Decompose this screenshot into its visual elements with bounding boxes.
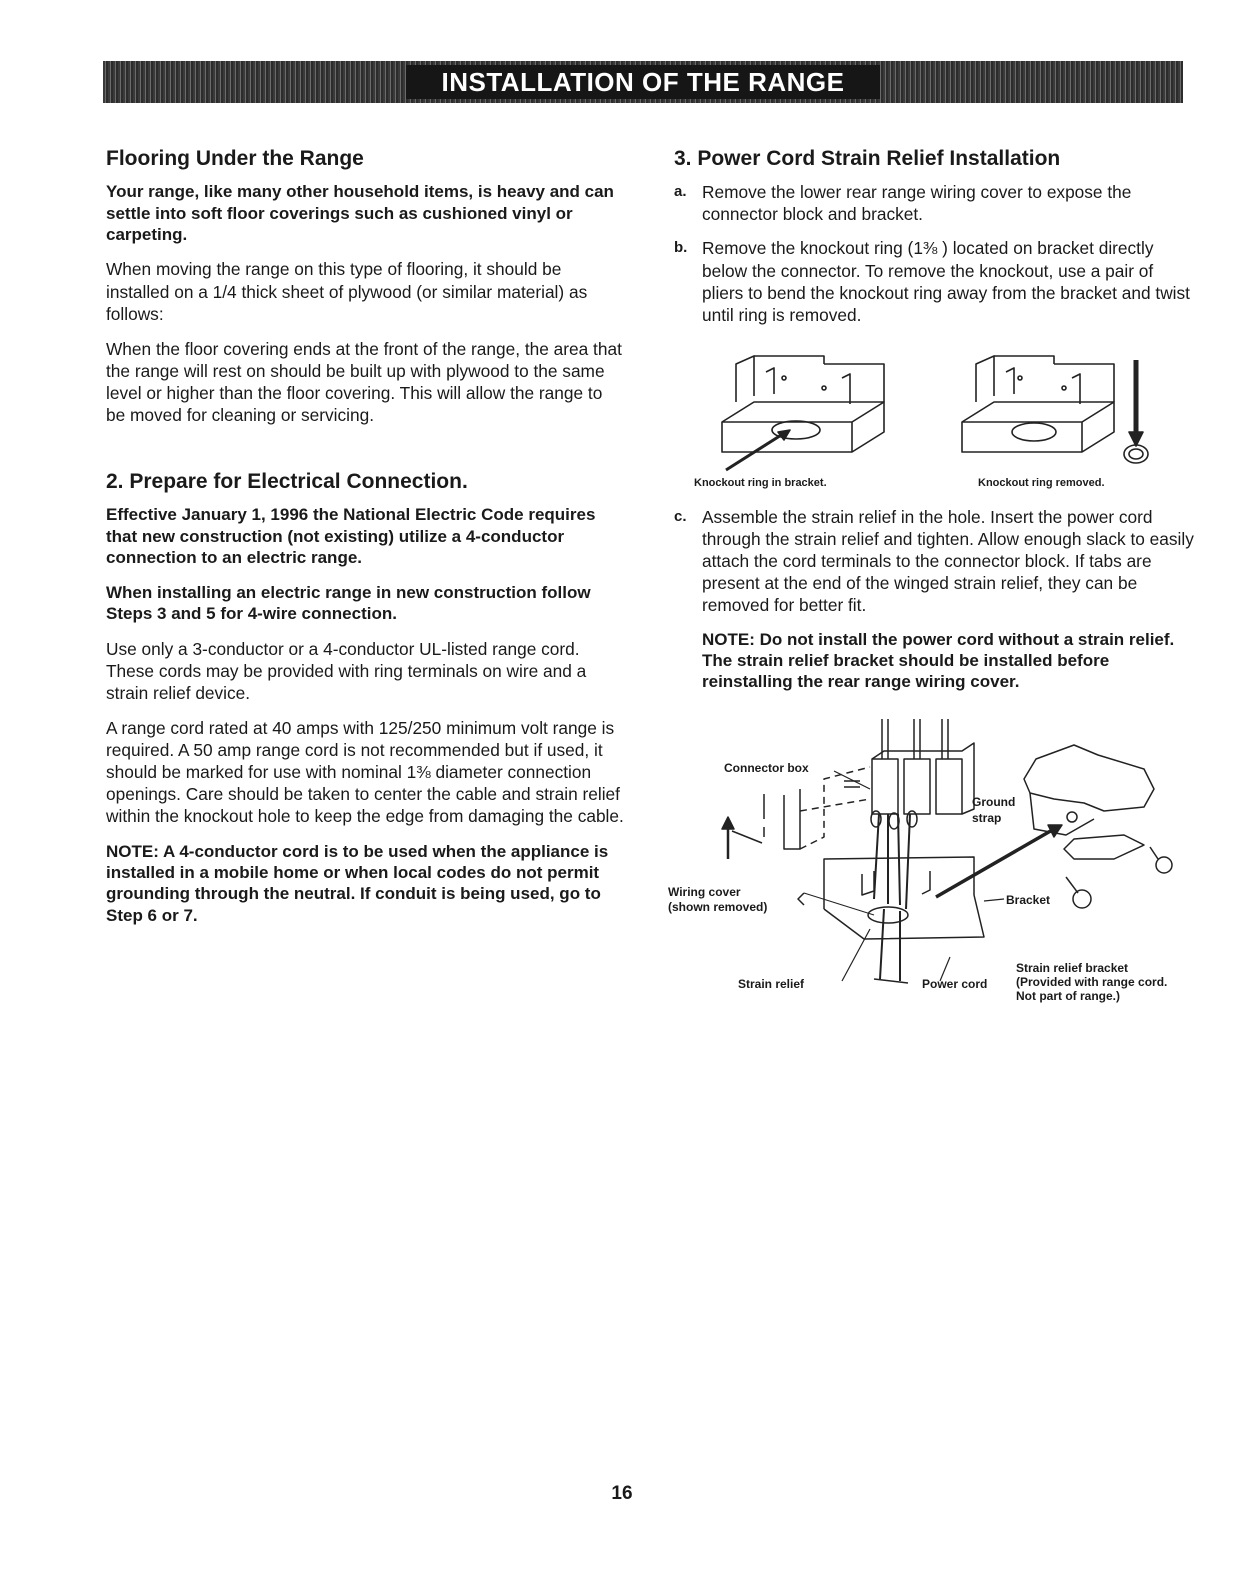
electrical-code-notice: Effective January 1, 1996 the National Electric Code requires that new construction (not existing) utilize a 4-conductor connection to an electric range. [106, 505, 596, 568]
strain-relief-note: NOTE: Do not install the power cord without a strain relief. The strain relief bracket should be installed before reinstalling the rear range wiring cover. [702, 629, 1175, 692]
left-column [106, 142, 626, 939]
new-construction-notice: When installing an electric range in new construction follow Steps 3 and 5 for 4-wire connection. [106, 582, 591, 624]
step-c-letter: c. [674, 507, 687, 525]
page-title: INSTALLATION OF THE RANGE [406, 65, 881, 99]
flooring-heading: Flooring Under the Range [106, 147, 364, 170]
step-a-letter: a. [674, 183, 687, 201]
caption-knockout-removed: Knockout ring removed. [978, 476, 1105, 489]
step-c [674, 506, 1194, 617]
step-b-text: Remove the knockout ring (1⅜ ) located on bracket directly below the connector. To remove the knockout, use a pair of pliers to bend the knockout ring away from the bracket and twist until ring is removed. [702, 238, 1190, 325]
flooring-para-2: When the floor covering ends at the front of the range, the area that the range will rest on should be built up with plywood to the same level or higher than the floor covering. This will allow the range to be moved for cleaning or servicing. [106, 338, 622, 426]
label-provided-with-cord: (Provided with range cord. [1016, 974, 1168, 989]
label-bracket: Bracket [1006, 892, 1051, 907]
bracket-assembly [798, 811, 984, 983]
strain-relief-heading: 3. Power Cord Strain Relief Installation [674, 147, 1061, 170]
page-number: 16 [611, 1483, 633, 1504]
label-ground: Ground [972, 794, 1016, 809]
caption-knockout-in-bracket: Knockout ring in bracket. [694, 476, 827, 489]
label-power-cord: Power cord [922, 976, 988, 991]
flooring-para-1: When moving the range on this type of flooring, it should be installed on a 1/4 thick sheet of plywood (or similar material) as follows: [106, 259, 588, 324]
label-not-part-of-range: Not part of range.) [1016, 988, 1120, 1003]
flooring-intro: Your range, like many other household items, is heavy and can settle into soft floor coverings such as cushioned vinyl or carpeting. [106, 182, 614, 244]
label-wiring-cover-note: (shown removed) [668, 899, 768, 914]
electrical-heading: 2. Prepare for Electrical Connection. [106, 470, 468, 494]
bracket-knockout-removed [962, 356, 1148, 463]
step-a [674, 181, 1194, 225]
step-b [674, 237, 1194, 326]
electrical-para-2: A range cord rated at 40 amps with 125/250 minimum volt range is required. A 50 amp range cord is not recommended but if used, it should be marked for use with nominal 1⅜ diameter connection openings. Care should be taken to center the cable and strain relief within the knockout hole to keep the edge from damaging the cable. [106, 717, 624, 827]
step-a-text: Remove the lower rear range wiring cover to expose the connector block and bracket. [702, 182, 1132, 225]
bracket-leader [984, 899, 1004, 901]
label-connector-box: Connector box [724, 760, 809, 775]
label-strain-relief-bracket: Strain relief bracket [1016, 960, 1129, 975]
label-wiring-cover: Wiring cover [668, 884, 741, 899]
knockout-illustration [674, 344, 1174, 494]
label-strain-relief: Strain relief [738, 976, 805, 991]
step-c-text: Assemble the strain relief in the hole. Insert the power cord through the strain relief and tighten. Allow enough slack to easily attach the cord terminals to the connector block. If tabs are present at the end of the winged strain relief, they can be removed for better fit. [702, 506, 1194, 616]
right-column [668, 142, 1194, 1009]
electrical-note: NOTE: A 4-conductor cord is to be used when the appliance is installed in a mobile home or when local codes do not permit grounding through the neutral. If conduit is being used, go to Step 6 or 7. [106, 841, 609, 925]
knockout-figure [674, 344, 1174, 494]
strain-relief-leader [842, 929, 870, 981]
step-b-letter: b. [674, 239, 688, 257]
label-strap: strap [972, 810, 1002, 825]
strain-relief-diagram [668, 719, 1194, 1009]
section-banner [103, 61, 1183, 103]
bracket-with-knockout [722, 356, 884, 470]
electrical-para-1: Use only a 3-conductor or a 4-conductor UL-listed range cord. These cords may be provided with ring terminals on wire and a strain relief device. [106, 638, 587, 703]
strain-relief-bracket [936, 745, 1172, 908]
